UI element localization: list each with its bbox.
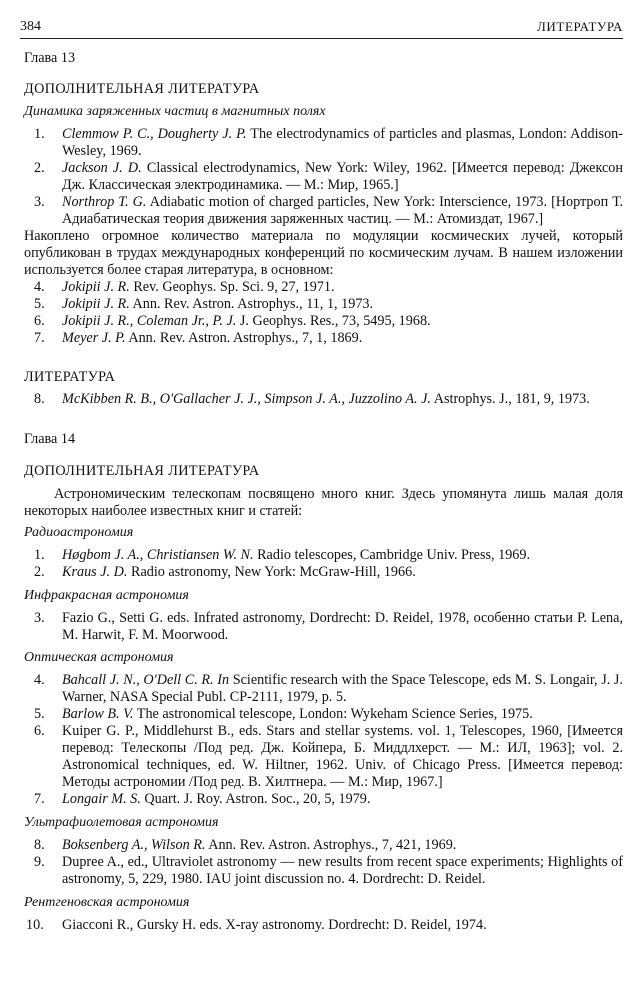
reference-text: Rev. Geophys. Sp. Sci. 9, 27, 1971. xyxy=(129,279,335,295)
reference-text: Kuiper G. P., Middlehurst B., eds. Stars and stellar systems. vol. 1, Telescopes, 1960, [Имеется перевод: Телескопы /Под ред. Дж. Койпера, Б. Миддлхерст. — М.: ИЛ, 1963]; vol. 2. Astronomical techniques, ed. W. Hiltner, 1962. Univ. of Chicago Press. [Имеется перевод: Методы астрономии /Под ред. В. Хилтнера. — М.: Мир, 1967.] xyxy=(62,723,623,790)
reference-text: Radio telescopes, Cambridge Univ. Press, 1969. xyxy=(253,547,531,563)
note-paragraph: Накоплено огромное количество материала по модуляции космических лучей, который опубликован в трудах международных конференций по космическим лучам. В нашем изложении используется более старая литература, в основном: xyxy=(24,228,623,278)
reference-item xyxy=(24,160,623,194)
intro-paragraph: Астрономическим телескопам посвящено много книг. Здесь упомянута лишь малая доля некоторых наиболее известных книг и статей: xyxy=(24,486,623,519)
reference-item xyxy=(24,547,623,564)
subsection-heading: Ультрафиолетовая астрономия xyxy=(24,815,219,830)
reference-authors: Boksenberg A., Wilson R. xyxy=(62,837,206,853)
reference-number: 5. xyxy=(34,706,45,722)
reference-authors: McKibben R. B., O'Gallacher J. J., Simpson J. A., Juzzolino A. J. xyxy=(62,391,431,407)
page-header xyxy=(20,14,623,39)
reference-text: Ann. Rev. Astron. Astrophys., 7, 421, 1969. xyxy=(205,837,457,853)
chapter-title: Глава 14 xyxy=(24,431,76,447)
topic-heading: Динамика заряженных частиц в магнитных полях xyxy=(24,104,326,119)
reference-item xyxy=(24,672,623,706)
subsection-heading: Инфракрасная астрономия xyxy=(24,588,189,603)
reference-list xyxy=(24,279,623,347)
reference-text: Ann. Rev. Astron. Astrophys., 7, 1, 1869. xyxy=(125,330,363,346)
reference-authors: Northrop T. G. xyxy=(62,194,147,210)
reference-list xyxy=(24,126,623,228)
subsection-heading: Радиоастрономия xyxy=(24,525,134,540)
reference-number: 9. xyxy=(34,854,45,870)
reference-number: 8. xyxy=(34,837,45,853)
reference-authors: Jokipii J. R. xyxy=(62,296,130,312)
reference-text: Astrophys. J., 181, 9, 1973. xyxy=(430,391,590,407)
reference-item xyxy=(24,194,623,228)
reference-item xyxy=(24,126,623,160)
reference-text: Adiabatic motion of charged particles, New York: Interscience, 1973. [Нортроп Т. Адиабатическая теория движения заряженных частиц. — М.: Атомиздат, 1967.] xyxy=(62,194,623,227)
reference-number: 4. xyxy=(34,672,45,688)
reference-text: Dupree A., ed., Ultraviolet astronomy — new results from recent space experiments; Highlights of astronomy, 5, 229, 1980. IAU joint discussion no. 4. Dordrecht: D. Reidel. xyxy=(62,854,623,887)
reference-item xyxy=(24,296,623,313)
reference-authors: Bahcall J. N., O'Dell C. R. In xyxy=(62,672,230,688)
reference-number: 6. xyxy=(34,723,45,739)
reference-item xyxy=(24,279,623,296)
reference-authors: Jokipii J. R. xyxy=(62,279,130,295)
reference-authors: Høgbom J. A., Christiansen W. N. xyxy=(62,547,254,563)
reference-text: The astronomical telescope, London: Wykeham Science Series, 1975. xyxy=(133,706,533,722)
reference-text: Fazio G., Setti G. eds. Infrated astronomy, Dordrecht: D. Reidel, 1978, особенно статьи P. Lena, M. Harwit, F. M. Moorwood. xyxy=(62,610,623,643)
subsection-heading: Оптическая астрономия xyxy=(24,650,174,665)
reference-item xyxy=(24,564,623,581)
reference-text: The electrodynamics of particles and plasmas, London: Addison-Wesley, 1969. xyxy=(62,126,623,159)
reference-item xyxy=(24,854,623,888)
section-heading: ДОПОЛНИТЕЛЬНАЯ ЛИТЕРАТУРА xyxy=(24,81,260,97)
reference-item xyxy=(24,723,623,791)
reference-list xyxy=(24,391,623,408)
reference-text: Classical electrodynamics, New York: Wiley, 1962. [Имеется перевод: Джексон Дж. Классическая электродинамика. — М.: Мир, 1965.] xyxy=(62,160,623,193)
reference-text: J. Geophys. Res., 73, 5495, 1968. xyxy=(236,313,431,329)
reference-item xyxy=(24,837,623,854)
reference-number: 2. xyxy=(34,160,45,176)
page-content xyxy=(24,50,623,934)
chapter-title: Глава 13 xyxy=(24,50,76,66)
reference-text: Scientific research with the Space Telescope, eds M. S. Longair, J. J. Warner, NASA Special Publ. CP-2111, 1979, p. 5. xyxy=(62,672,623,705)
reference-authors: Longair M. S. xyxy=(62,791,141,807)
reference-number: 2. xyxy=(34,564,45,580)
section-heading: ЛИТЕРАТУРА xyxy=(24,369,116,385)
reference-number: 1. xyxy=(34,547,45,563)
reference-authors: Jokipii J. R., Coleman Jr., P. J. xyxy=(62,313,237,329)
reference-number: 3. xyxy=(34,610,45,626)
reference-authors: Clemmow P. C., Dougherty J. P. xyxy=(62,126,247,142)
reference-text: Giacconi R., Gursky H. eds. X-ray astronomy. Dordrecht: D. Reidel, 1974. xyxy=(62,917,487,933)
reference-item xyxy=(24,706,623,723)
reference-text: Radio astronomy, New York: McGraw-Hill, 1966. xyxy=(127,564,416,580)
reference-text: Ann. Rev. Astron. Astrophys., 11, 1, 1973. xyxy=(129,296,374,312)
reference-item xyxy=(24,917,623,934)
reference-number: 3. xyxy=(34,194,45,210)
reference-authors: Meyer J. P. xyxy=(62,330,126,346)
reference-item xyxy=(24,330,623,347)
reference-number: 10. xyxy=(26,917,44,933)
reference-authors: Jackson J. D. xyxy=(62,160,142,176)
subsection-heading: Рентгеновская астрономия xyxy=(24,895,190,910)
reference-number: 7. xyxy=(34,791,45,807)
reference-authors: Barlow B. V. xyxy=(62,706,134,722)
reference-number: 6. xyxy=(34,313,45,329)
reference-authors: Kraus J. D. xyxy=(62,564,128,580)
reference-item xyxy=(24,391,623,408)
reference-number: 7. xyxy=(34,330,45,346)
reference-number: 1. xyxy=(34,126,45,142)
reference-number: 4. xyxy=(34,279,45,295)
reference-item xyxy=(24,791,623,808)
running-head: ЛИТЕРАТУРА xyxy=(537,19,623,34)
reference-number: 8. xyxy=(34,391,45,407)
reference-number: 5. xyxy=(34,296,45,312)
reference-text: Quart. J. Roy. Astron. Soc., 20, 5, 1979. xyxy=(140,791,371,807)
section-heading: ДОПОЛНИТЕЛЬНАЯ ЛИТЕРАТУРА xyxy=(24,463,260,479)
reference-item xyxy=(24,610,623,644)
page-number: 384 xyxy=(20,19,41,34)
reference-item xyxy=(24,313,623,330)
